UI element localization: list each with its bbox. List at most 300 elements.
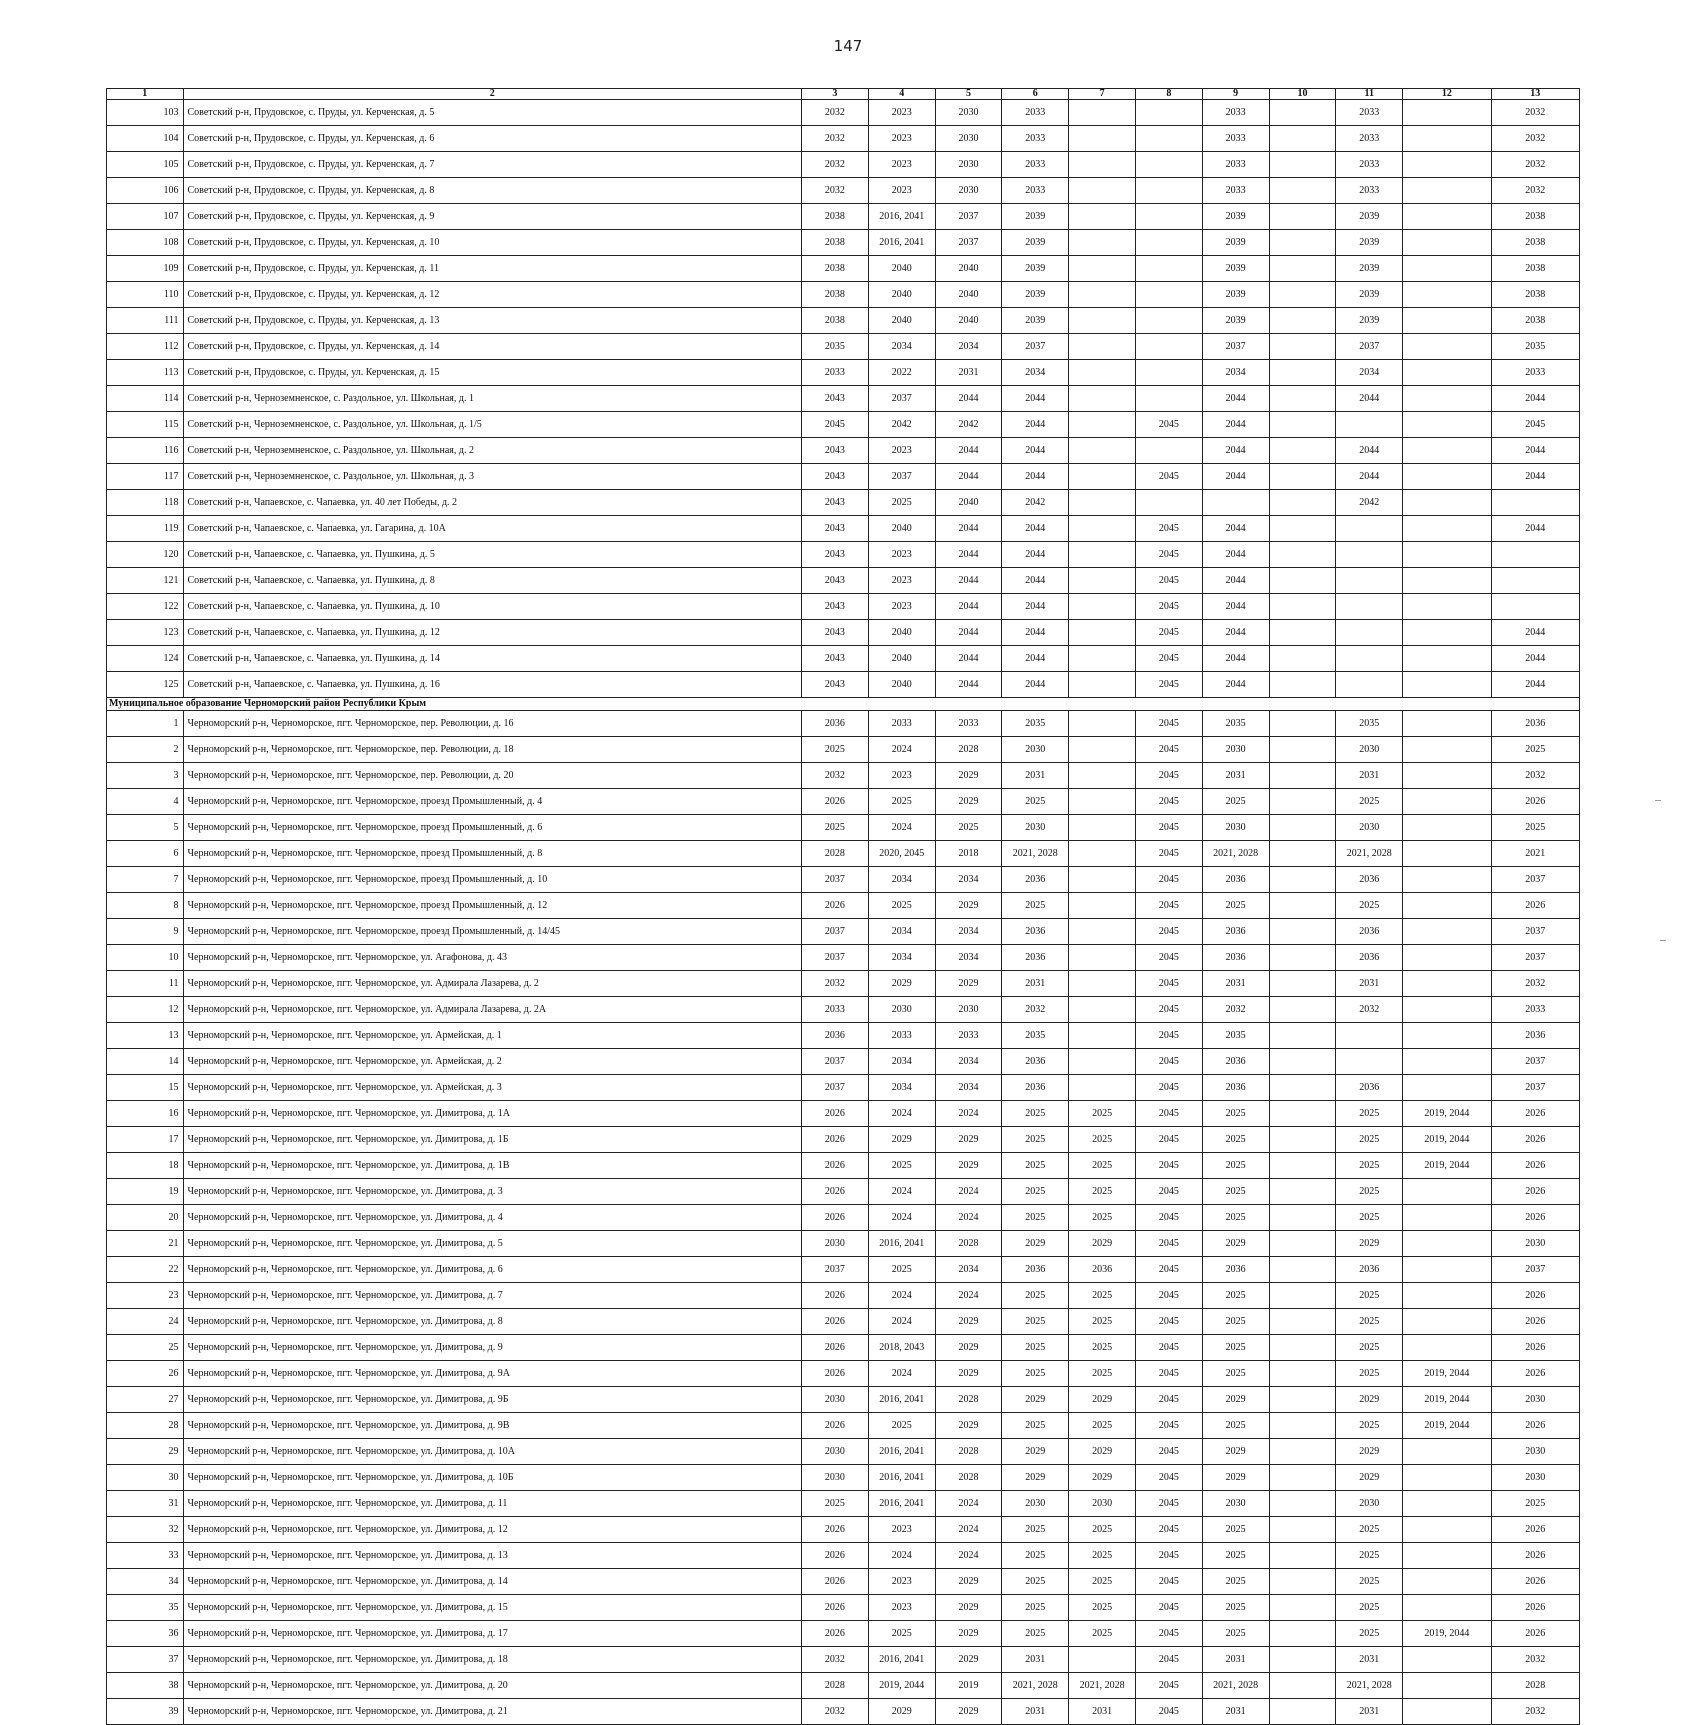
row-number: 4 <box>107 789 184 815</box>
year-cell: 2032 <box>802 971 869 997</box>
year-cell: 2038 <box>802 230 869 256</box>
table-row <box>107 438 1580 464</box>
row-number: 13 <box>107 1023 184 1049</box>
year-cell: 2026 <box>802 1413 869 1439</box>
year-cell <box>1135 282 1202 308</box>
year-cell: 2032 <box>1202 997 1269 1023</box>
table-row <box>107 711 1580 737</box>
year-cell: 2042 <box>1336 490 1403 516</box>
year-cell: 2024 <box>868 1309 935 1335</box>
year-cell: 2016, 2041 <box>868 1439 935 1465</box>
year-cell: 2036 <box>1002 1049 1069 1075</box>
year-cell <box>1135 386 1202 412</box>
year-cell: 2031 <box>1202 971 1269 997</box>
year-cell: 2044 <box>935 594 1002 620</box>
year-cell: 2044 <box>1202 620 1269 646</box>
row-number: 120 <box>107 542 184 568</box>
year-cell: 2033 <box>1336 152 1403 178</box>
address-cell: Черноморский р-н, Черноморское, пгт. Черноморское, проезд Промышленный, д. 14/45 <box>183 919 802 945</box>
table-row <box>107 490 1580 516</box>
year-cell: 2030 <box>1336 737 1403 763</box>
year-cell <box>1403 204 1491 230</box>
table-row <box>107 308 1580 334</box>
year-cell: 2037 <box>802 1049 869 1075</box>
year-cell: 2019, 2044 <box>1403 1413 1491 1439</box>
year-cell: 2028 <box>935 1465 1002 1491</box>
year-cell: 2029 <box>935 1361 1002 1387</box>
year-cell <box>1069 789 1136 815</box>
year-cell: 2045 <box>1135 1049 1202 1075</box>
year-cell: 2019, 2044 <box>1403 1101 1491 1127</box>
year-cell <box>1269 1439 1336 1465</box>
year-cell <box>1269 1569 1336 1595</box>
year-cell: 2021, 2028 <box>1002 1673 1069 1699</box>
year-cell <box>1269 1309 1336 1335</box>
address-cell: Советский р-н, Черноземненское, с. Раздольное, ул. Школьная, д. 1/5 <box>183 412 802 438</box>
year-cell: 2034 <box>935 1257 1002 1283</box>
year-cell: 2023 <box>868 1595 935 1621</box>
row-number: 34 <box>107 1569 184 1595</box>
year-cell <box>1135 230 1202 256</box>
year-cell: 2037 <box>1202 334 1269 360</box>
year-cell: 2031 <box>1202 1699 1269 1725</box>
address-cell: Черноморский р-н, Черноморское, пгт. Черноморское, ул. Димитрова, д. 18 <box>183 1647 802 1673</box>
year-cell: 2032 <box>802 100 869 126</box>
year-cell <box>1269 126 1336 152</box>
year-cell: 2028 <box>935 1387 1002 1413</box>
year-cell: 2029 <box>868 971 935 997</box>
year-cell <box>1336 646 1403 672</box>
year-cell: 2029 <box>935 1335 1002 1361</box>
year-cell: 2044 <box>1202 386 1269 412</box>
table-row <box>107 1075 1580 1101</box>
year-cell: 2039 <box>1002 256 1069 282</box>
year-cell <box>1491 490 1579 516</box>
year-cell <box>1269 204 1336 230</box>
year-cell <box>1403 412 1491 438</box>
year-cell: 2026 <box>1491 1335 1579 1361</box>
year-cell: 2033 <box>1202 178 1269 204</box>
address-cell: Советский р-н, Прудовское, с. Пруды, ул. Керченская, д. 9 <box>183 204 802 230</box>
year-cell: 2026 <box>802 1569 869 1595</box>
row-number: 21 <box>107 1231 184 1257</box>
year-cell: 2024 <box>868 1283 935 1309</box>
year-cell: 2034 <box>935 919 1002 945</box>
year-cell: 2026 <box>1491 1205 1579 1231</box>
year-cell: 2029 <box>1336 1231 1403 1257</box>
year-cell: 2034 <box>868 334 935 360</box>
year-cell: 2025 <box>1069 1569 1136 1595</box>
table-row <box>107 1517 1580 1543</box>
year-cell: 2026 <box>802 1335 869 1361</box>
address-cell: Черноморский р-н, Черноморское, пгт. Черноморское, ул. Армейская, д. 3 <box>183 1075 802 1101</box>
year-cell <box>1135 308 1202 334</box>
year-cell: 2029 <box>1336 1387 1403 1413</box>
table-row <box>107 620 1580 646</box>
year-cell: 2030 <box>1491 1439 1579 1465</box>
year-cell: 2025 <box>868 490 935 516</box>
year-cell: 2045 <box>1135 1413 1202 1439</box>
table-row <box>107 1595 1580 1621</box>
year-cell: 2044 <box>1002 594 1069 620</box>
year-cell: 2025 <box>1202 1335 1269 1361</box>
year-cell: 2034 <box>935 1075 1002 1101</box>
table-row <box>107 1231 1580 1257</box>
row-number: 37 <box>107 1647 184 1673</box>
year-cell: 2025 <box>1202 1101 1269 1127</box>
year-cell: 2037 <box>868 386 935 412</box>
year-cell: 2024 <box>935 1491 1002 1517</box>
address-cell: Советский р-н, Прудовское, с. Пруды, ул. Керченская, д. 6 <box>183 126 802 152</box>
year-cell: 2039 <box>1336 282 1403 308</box>
year-cell: 2037 <box>1491 919 1579 945</box>
year-cell: 2036 <box>1202 1257 1269 1283</box>
year-cell: 2029 <box>1002 1465 1069 1491</box>
year-cell: 2044 <box>1491 464 1579 490</box>
year-cell: 2026 <box>1491 1543 1579 1569</box>
year-cell <box>1403 490 1491 516</box>
year-cell <box>1269 516 1336 542</box>
row-number: 24 <box>107 1309 184 1335</box>
year-cell: 2029 <box>935 1595 1002 1621</box>
column-header: 2 <box>183 89 802 100</box>
address-cell: Черноморский р-н, Черноморское, пгт. Черноморское, ул. Димитрова, д. 1А <box>183 1101 802 1127</box>
year-cell: 2025 <box>1336 1153 1403 1179</box>
year-cell: 2026 <box>802 1101 869 1127</box>
address-cell: Советский р-н, Чапаевское, с. Чапаевка, ул. Пушкина, д. 16 <box>183 672 802 698</box>
year-cell: 2018, 2043 <box>868 1335 935 1361</box>
year-cell: 2026 <box>1491 1361 1579 1387</box>
year-cell: 2037 <box>1491 867 1579 893</box>
year-cell: 2028 <box>802 841 869 867</box>
year-cell: 2031 <box>1069 1699 1136 1725</box>
year-cell: 2030 <box>935 100 1002 126</box>
year-cell: 2036 <box>1336 867 1403 893</box>
year-cell: 2029 <box>1002 1231 1069 1257</box>
year-cell <box>1069 568 1136 594</box>
year-cell <box>1069 1049 1136 1075</box>
year-cell <box>1069 711 1136 737</box>
address-cell: Советский р-н, Прудовское, с. Пруды, ул. Керченская, д. 12 <box>183 282 802 308</box>
year-cell: 2036 <box>1202 919 1269 945</box>
year-cell: 2045 <box>1135 542 1202 568</box>
year-cell <box>1069 815 1136 841</box>
year-cell: 2045 <box>1135 568 1202 594</box>
year-cell: 2019, 2044 <box>1403 1361 1491 1387</box>
year-cell: 2045 <box>1135 1569 1202 1595</box>
year-cell: 2025 <box>1336 1543 1403 1569</box>
year-cell: 2035 <box>1002 711 1069 737</box>
year-cell: 2029 <box>935 1413 1002 1439</box>
year-cell: 2029 <box>935 1153 1002 1179</box>
row-number: 10 <box>107 945 184 971</box>
year-cell <box>1269 1257 1336 1283</box>
year-cell: 2025 <box>1002 1153 1069 1179</box>
year-cell: 2033 <box>1336 126 1403 152</box>
year-cell: 2025 <box>1002 893 1069 919</box>
year-cell <box>1269 594 1336 620</box>
column-header: 1 <box>107 89 184 100</box>
address-cell: Черноморский р-н, Черноморское, пгт. Черноморское, ул. Димитрова, д. 7 <box>183 1283 802 1309</box>
column-header: 7 <box>1069 89 1136 100</box>
year-cell: 2025 <box>1202 1361 1269 1387</box>
year-cell <box>1269 1517 1336 1543</box>
year-cell <box>1269 152 1336 178</box>
year-cell: 2045 <box>1135 1439 1202 1465</box>
year-cell: 2033 <box>1002 100 1069 126</box>
year-cell <box>1403 841 1491 867</box>
row-number: 12 <box>107 997 184 1023</box>
table-row <box>107 1309 1580 1335</box>
year-cell: 2034 <box>935 334 1002 360</box>
address-cell: Черноморский р-н, Черноморское, пгт. Черноморское, проезд Промышленный, д. 10 <box>183 867 802 893</box>
year-cell: 2044 <box>1002 438 1069 464</box>
year-cell: 2045 <box>1135 516 1202 542</box>
address-cell: Черноморский р-н, Черноморское, пгт. Черноморское, ул. Димитрова, д. 1Б <box>183 1127 802 1153</box>
row-number: 106 <box>107 178 184 204</box>
year-cell: 2045 <box>1135 1387 1202 1413</box>
year-cell: 2032 <box>802 126 869 152</box>
year-cell: 2025 <box>1202 1413 1269 1439</box>
year-cell: 2026 <box>802 789 869 815</box>
row-number: 105 <box>107 152 184 178</box>
year-cell: 2025 <box>1336 1179 1403 1205</box>
year-cell: 2026 <box>802 1153 869 1179</box>
row-number: 16 <box>107 1101 184 1127</box>
table-row <box>107 1361 1580 1387</box>
year-cell: 2029 <box>935 789 1002 815</box>
year-cell: 2036 <box>1336 919 1403 945</box>
year-cell: 2029 <box>1069 1465 1136 1491</box>
year-cell: 2030 <box>1002 737 1069 763</box>
year-cell: 2030 <box>802 1465 869 1491</box>
year-cell: 2032 <box>1491 971 1579 997</box>
year-cell: 2030 <box>1002 815 1069 841</box>
table-row <box>107 100 1580 126</box>
address-cell: Советский р-н, Черноземненское, с. Раздольное, ул. Школьная, д. 2 <box>183 438 802 464</box>
address-cell: Советский р-н, Черноземненское, с. Раздольное, ул. Школьная, д. 3 <box>183 464 802 490</box>
year-cell: 2045 <box>1135 464 1202 490</box>
year-cell: 2024 <box>868 1205 935 1231</box>
year-cell: 2045 <box>1135 1465 1202 1491</box>
address-cell: Черноморский р-н, Черноморское, пгт. Черноморское, ул. Димитрова, д. 17 <box>183 1621 802 1647</box>
table-row <box>107 542 1580 568</box>
year-cell <box>1269 1543 1336 1569</box>
year-cell <box>1403 672 1491 698</box>
row-number: 1 <box>107 711 184 737</box>
row-number: 29 <box>107 1439 184 1465</box>
year-cell: 2026 <box>1491 1153 1579 1179</box>
year-cell: 2028 <box>935 1231 1002 1257</box>
year-cell: 2044 <box>1202 516 1269 542</box>
year-cell: 2025 <box>1069 1309 1136 1335</box>
year-cell: 2026 <box>1491 1413 1579 1439</box>
year-cell: 2039 <box>1202 308 1269 334</box>
year-cell: 2025 <box>1336 1127 1403 1153</box>
year-cell: 2023 <box>868 1517 935 1543</box>
year-cell: 2034 <box>935 945 1002 971</box>
year-cell: 2021, 2028 <box>1336 841 1403 867</box>
table-row <box>107 763 1580 789</box>
year-cell: 2016, 2041 <box>868 230 935 256</box>
year-cell: 2039 <box>1202 256 1269 282</box>
year-cell <box>1135 204 1202 230</box>
address-cell: Советский р-н, Чапаевское, с. Чапаевка, ул. Пушкина, д. 8 <box>183 568 802 594</box>
year-cell <box>1135 334 1202 360</box>
address-cell: Советский р-н, Чапаевское, с. Чапаевка, ул. Пушкина, д. 14 <box>183 646 802 672</box>
year-cell <box>1269 1413 1336 1439</box>
year-cell: 2019, 2044 <box>1403 1621 1491 1647</box>
address-cell: Черноморский р-н, Черноморское, пгт. Черноморское, ул. Димитрова, д. 9А <box>183 1361 802 1387</box>
table-row <box>107 1413 1580 1439</box>
year-cell: 2034 <box>868 1075 935 1101</box>
year-cell: 2037 <box>802 1075 869 1101</box>
year-cell: 2025 <box>1336 1569 1403 1595</box>
year-cell <box>1403 646 1491 672</box>
table-row <box>107 945 1580 971</box>
year-cell: 2037 <box>802 945 869 971</box>
year-cell <box>1269 490 1336 516</box>
address-cell: Черноморский р-н, Черноморское, пгт. Черноморское, ул. Димитрова, д. 15 <box>183 1595 802 1621</box>
year-cell: 2023 <box>868 568 935 594</box>
year-cell: 2029 <box>935 1647 1002 1673</box>
year-cell: 2025 <box>1202 1153 1269 1179</box>
year-cell: 2045 <box>1135 841 1202 867</box>
year-cell: 2042 <box>1002 490 1069 516</box>
row-number: 23 <box>107 1283 184 1309</box>
year-cell: 2043 <box>802 490 869 516</box>
year-cell: 2031 <box>1336 1647 1403 1673</box>
year-cell: 2023 <box>868 542 935 568</box>
year-cell: 2021, 2028 <box>1069 1673 1136 1699</box>
year-cell <box>1403 1491 1491 1517</box>
year-cell: 2045 <box>1135 1179 1202 1205</box>
year-cell: 2037 <box>1491 1257 1579 1283</box>
year-cell: 2039 <box>1202 282 1269 308</box>
year-cell: 2037 <box>802 1257 869 1283</box>
year-cell: 2029 <box>935 1621 1002 1647</box>
address-cell: Черноморский р-н, Черноморское, пгт. Черноморское, ул. Димитрова, д. 9Б <box>183 1387 802 1413</box>
section-title: Муниципальное образование Черноморский район Республики Крым <box>107 698 1580 711</box>
year-cell <box>1336 542 1403 568</box>
year-cell: 2025 <box>868 789 935 815</box>
year-cell: 2036 <box>1002 867 1069 893</box>
address-cell: Черноморский р-н, Черноморское, пгт. Черноморское, ул. Адмирала Лазарева, д. 2А <box>183 997 802 1023</box>
address-cell: Советский р-н, Прудовское, с. Пруды, ул. Керченская, д. 8 <box>183 178 802 204</box>
year-cell <box>1269 815 1336 841</box>
address-cell: Черноморский р-н, Черноморское, пгт. Черноморское, ул. Димитрова, д. 6 <box>183 1257 802 1283</box>
year-cell: 2025 <box>1202 1621 1269 1647</box>
year-cell: 2033 <box>1002 178 1069 204</box>
year-cell: 2025 <box>1069 1335 1136 1361</box>
table-row <box>107 1621 1580 1647</box>
column-header: 3 <box>802 89 869 100</box>
year-cell <box>1269 334 1336 360</box>
year-cell: 2032 <box>802 1647 869 1673</box>
year-cell: 2045 <box>1135 1361 1202 1387</box>
year-cell: 2025 <box>1069 1127 1136 1153</box>
year-cell <box>1336 516 1403 542</box>
row-number: 18 <box>107 1153 184 1179</box>
year-cell <box>1403 1595 1491 1621</box>
year-cell: 2026 <box>802 1283 869 1309</box>
year-cell <box>1269 1647 1336 1673</box>
year-cell: 2036 <box>1491 711 1579 737</box>
year-cell: 2025 <box>1491 815 1579 841</box>
year-cell: 2045 <box>1135 971 1202 997</box>
row-number: 32 <box>107 1517 184 1543</box>
year-cell <box>1069 763 1136 789</box>
row-number: 118 <box>107 490 184 516</box>
year-cell <box>1403 1543 1491 1569</box>
year-cell: 2045 <box>1135 1543 1202 1569</box>
address-cell: Черноморский р-н, Черноморское, пгт. Черноморское, ул. Димитрова, д. 14 <box>183 1569 802 1595</box>
year-cell <box>1403 542 1491 568</box>
year-cell: 2033 <box>1002 126 1069 152</box>
year-cell: 2039 <box>1002 204 1069 230</box>
year-cell <box>1403 1465 1491 1491</box>
year-cell: 2044 <box>1002 386 1069 412</box>
year-cell: 2026 <box>802 1543 869 1569</box>
year-cell <box>1269 230 1336 256</box>
table-row <box>107 230 1580 256</box>
year-cell <box>1403 256 1491 282</box>
year-cell <box>1491 568 1579 594</box>
year-cell <box>1069 997 1136 1023</box>
year-cell: 2044 <box>1491 672 1579 698</box>
year-cell: 2026 <box>1491 1621 1579 1647</box>
year-cell: 2025 <box>1002 1101 1069 1127</box>
column-header: 11 <box>1336 89 1403 100</box>
year-cell: 2043 <box>802 516 869 542</box>
year-cell <box>1069 490 1136 516</box>
year-cell <box>1269 542 1336 568</box>
table-row <box>107 1179 1580 1205</box>
year-cell: 2031 <box>1336 1699 1403 1725</box>
year-cell <box>1269 1127 1336 1153</box>
address-cell: Советский р-н, Прудовское, с. Пруды, ул. Керченская, д. 10 <box>183 230 802 256</box>
year-cell <box>1403 386 1491 412</box>
year-cell <box>1403 1699 1491 1725</box>
table-row <box>107 334 1580 360</box>
year-cell: 2023 <box>868 1569 935 1595</box>
year-cell <box>1269 737 1336 763</box>
address-cell: Советский р-н, Чапаевское, с. Чапаевка, ул. Пушкина, д. 5 <box>183 542 802 568</box>
year-cell: 2026 <box>802 893 869 919</box>
year-cell: 2045 <box>1135 945 1202 971</box>
year-cell: 2045 <box>1135 893 1202 919</box>
section-row <box>107 698 1580 711</box>
year-cell <box>1269 997 1336 1023</box>
year-cell: 2045 <box>1135 1257 1202 1283</box>
year-cell: 2042 <box>935 412 1002 438</box>
year-cell <box>1269 360 1336 386</box>
address-cell: Советский р-н, Прудовское, с. Пруды, ул. Керченская, д. 14 <box>183 334 802 360</box>
year-cell: 2040 <box>868 620 935 646</box>
year-cell: 2037 <box>1336 334 1403 360</box>
year-cell: 2025 <box>1336 1621 1403 1647</box>
year-cell: 2032 <box>1491 763 1579 789</box>
year-cell: 2044 <box>1002 464 1069 490</box>
year-cell: 2036 <box>1336 945 1403 971</box>
row-number: 114 <box>107 386 184 412</box>
year-cell <box>1069 1647 1136 1673</box>
year-cell: 2021, 2028 <box>1002 841 1069 867</box>
year-cell: 2044 <box>1491 620 1579 646</box>
table-row <box>107 1257 1580 1283</box>
year-cell: 2025 <box>1336 1335 1403 1361</box>
year-cell: 2026 <box>1491 789 1579 815</box>
